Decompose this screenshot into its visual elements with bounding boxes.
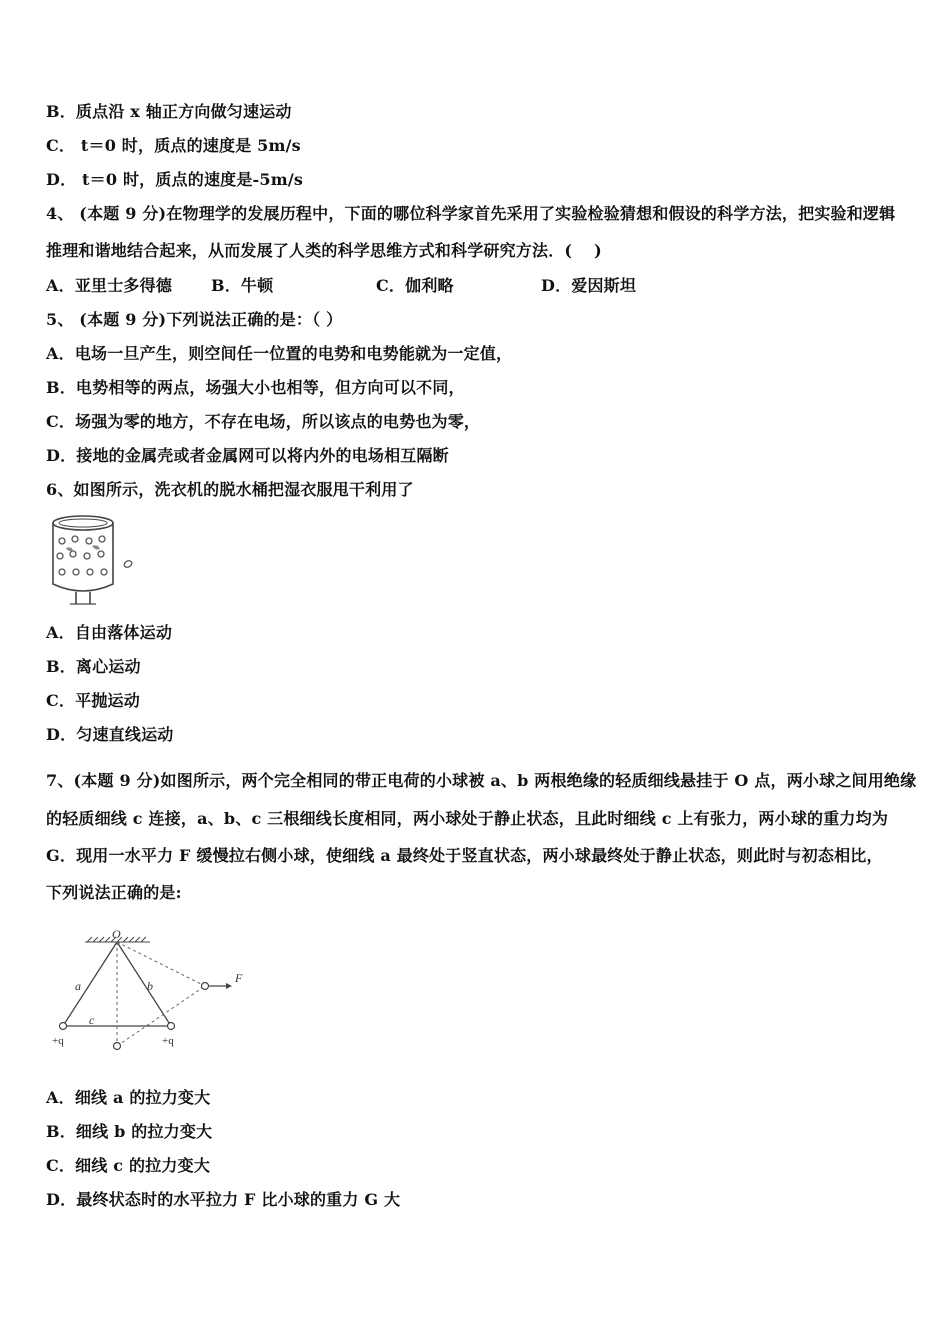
q6-option-b: B．离心运动 xyxy=(46,657,141,676)
ball-left xyxy=(60,1023,67,1030)
q6-option-a: A．自由落体运动 xyxy=(46,623,173,642)
q4-options-row xyxy=(46,275,636,297)
q6-stem: 6、如图所示，洗衣机的脱水桶把湿衣服甩干利用了 xyxy=(46,480,414,499)
drum-top-rim xyxy=(53,516,113,530)
force-arrow xyxy=(209,983,232,989)
q7-option-b: B．细线 b 的拉力变大 xyxy=(46,1122,213,1141)
q3-option-c: C． t＝0 时，质点的速度是 5m/s xyxy=(46,136,301,155)
label-f: F xyxy=(235,971,243,985)
q4-stem-line-1: 4、 (本题 9 分)在物理学的发展历程中，下面的哪位科学家首先采用了实验检验猜想和假设的科学方法，把实验和逻辑 xyxy=(46,204,896,223)
q4-option-c: C．伽利略 xyxy=(376,276,454,295)
string-b-final xyxy=(117,942,205,986)
q6-option-d: D．匀速直线运动 xyxy=(46,725,174,744)
q3-option-d: D． t＝0 时，质点的速度是-5m/s xyxy=(46,170,304,189)
q7-stem-line-2: 的轻质细线 c 连接，a、b、c 三根细线长度相同，两小球处于静止状态，且此时细线 c 上有张力，两小球的重力均为 xyxy=(46,809,889,828)
string-c-final xyxy=(117,986,205,1046)
q7-option-d: D．最终状态时的水平拉力 F 比小球的重力 G 大 xyxy=(46,1190,401,1209)
q3-option-b: B．质点沿 x 轴正方向做匀速运动 xyxy=(46,102,292,121)
ball-left-final xyxy=(114,1043,121,1050)
q4-stem-line-2: 推理和谐地结合起来，从而发展了人类的科学思维方式和科学研究方法．( ) xyxy=(46,241,602,260)
q7-stem-line-3: G．现用一水平力 F 缓慢拉右侧小球，使细线 a 最终处于竖直状态，两小球最终处于静止状态，则此时与初态相比， xyxy=(46,846,883,865)
q7-stem-line-1: 7、(本题 9 分)如图所示，两个完全相同的带正电荷的小球被 a、b 两根绝缘的轻质细线悬挂于 O 点，两小球之间用绝缘 xyxy=(46,771,917,790)
washing-machine-drum-figure xyxy=(46,512,138,608)
drum-body xyxy=(53,523,113,591)
suspended-charges-figure xyxy=(50,928,260,1056)
q4-option-b: B．牛顿 xyxy=(211,276,274,295)
water-droplet xyxy=(123,559,133,568)
q4-option-d: D．爱因斯坦 xyxy=(541,276,637,295)
q5-option-c: C．场强为零的地方，不存在电场，所以该点的电势也为零， xyxy=(46,412,481,431)
string-b xyxy=(117,942,171,1026)
q5-option-d: D．接地的金属壳或者金属网可以将内外的电场相互隔断 xyxy=(46,446,449,465)
label-c: c xyxy=(89,1013,95,1027)
label-charge-left: +q xyxy=(52,1035,64,1047)
drum-shaft xyxy=(76,592,90,604)
label-b: b xyxy=(147,979,153,993)
q5-stem: 5、 (本题 9 分)下列说法正确的是：（ ） xyxy=(46,310,343,329)
label-a: a xyxy=(75,979,81,993)
ball-right xyxy=(168,1023,175,1030)
q7-option-c: C．细线 c 的拉力变大 xyxy=(46,1156,211,1175)
q5-option-b: B．电势相等的两点，场强大小也相等，但方向可以不同， xyxy=(46,378,465,397)
q7-stem-line-4: 下列说法正确的是: xyxy=(46,883,182,902)
q5-option-a: A．电场一旦产生，则空间任一位置的电势和电势能就为一定值， xyxy=(46,344,513,363)
label-o: O xyxy=(112,928,121,941)
q7-option-a: A．细线 a 的拉力变大 xyxy=(46,1088,211,1107)
ball-right-final xyxy=(202,983,209,990)
label-charge-right: +q xyxy=(162,1035,174,1047)
q6-option-c: C．平抛运动 xyxy=(46,691,140,710)
q4-option-a: A．亚里士多得德 xyxy=(46,276,173,295)
